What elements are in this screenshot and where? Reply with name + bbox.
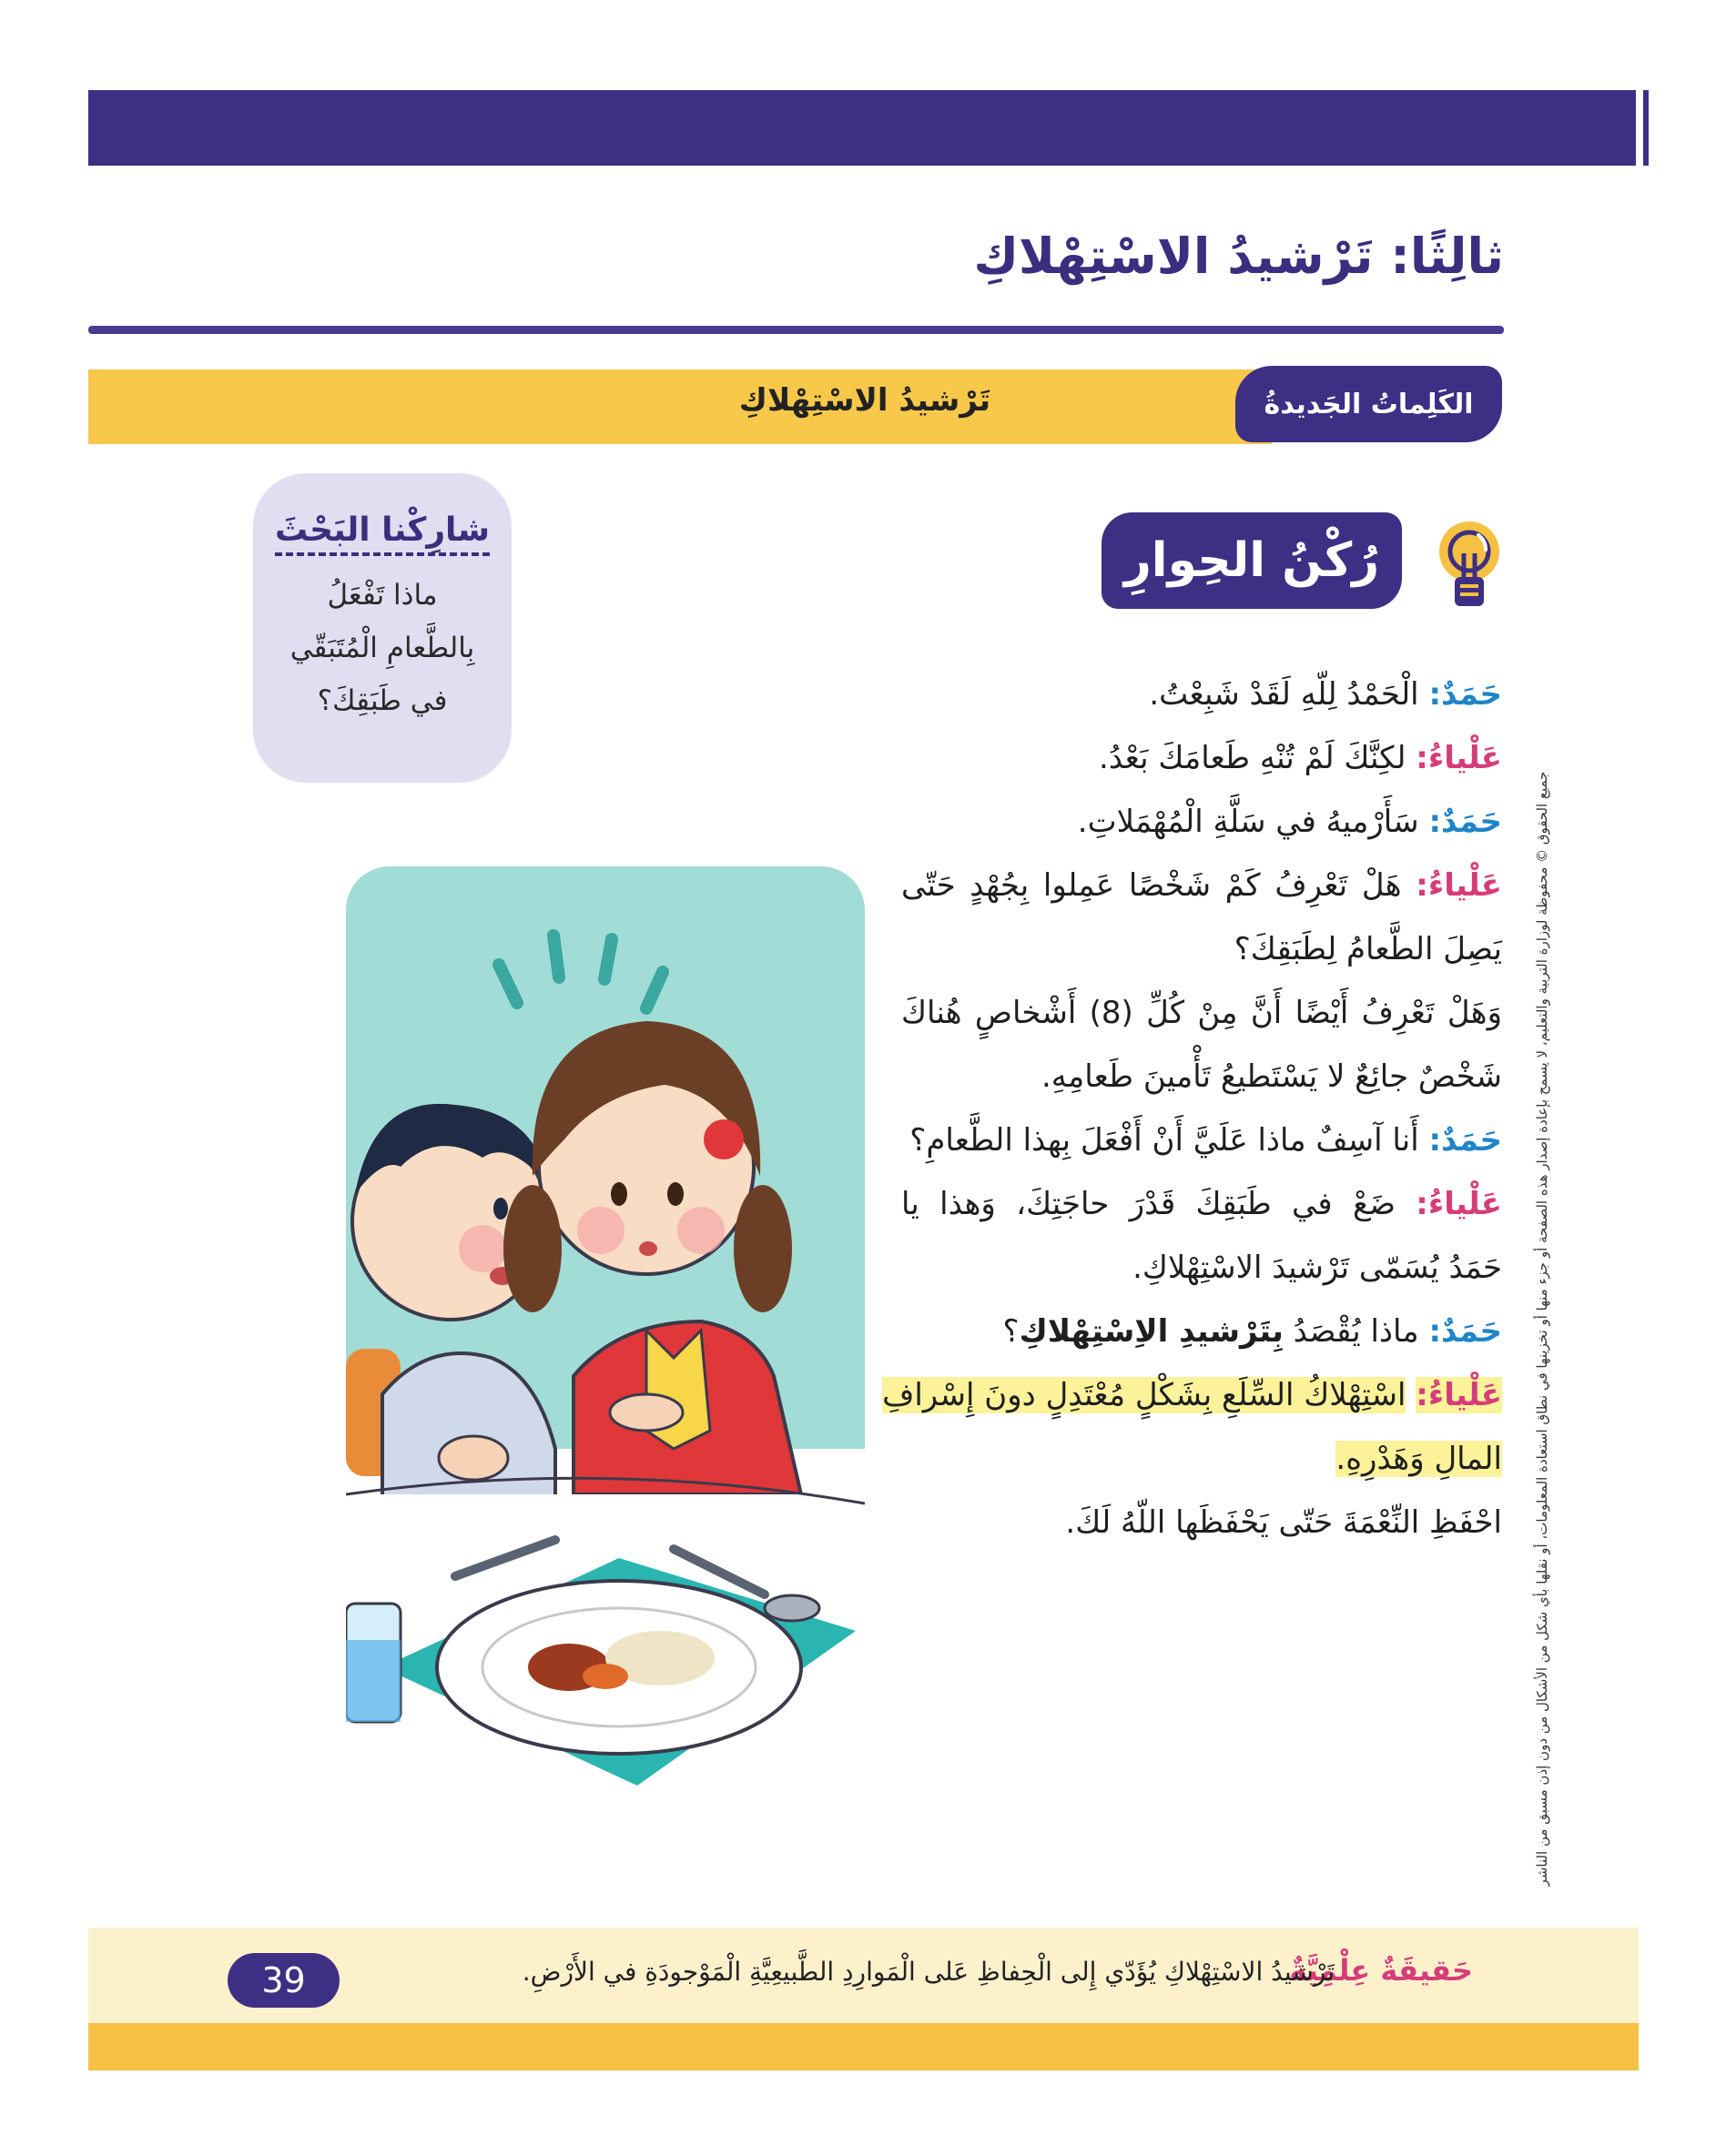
banner-edge xyxy=(1643,90,1649,166)
definition-highlight: المالِ وَهَدْرِهِ. xyxy=(1335,1441,1502,1477)
dialogue-line xyxy=(901,1045,1502,1108)
section-title: ثالِثًا: تَرْشيدُ الاسْتِهْلاكِ xyxy=(973,228,1504,285)
dialogue-line xyxy=(901,1491,1502,1554)
line-text: حَمَدُ يُسَمّى تَرْشيدَ الاسْتِهْلاكِ. xyxy=(1132,1250,1502,1286)
speaker-label: عَلْياءُ: xyxy=(1416,740,1502,776)
new-word: تَرْشيدُ الاسْتِهْلاكِ xyxy=(738,382,991,419)
copyright-note xyxy=(1524,771,1560,1887)
speaker-label: حَمَدٌ: xyxy=(1428,676,1502,713)
line-text: احْفَظِ النِّعْمَةَ حَتّى يَحْفَظَها اللّهُ لَكَ. xyxy=(1065,1504,1502,1541)
dialogue-line xyxy=(901,663,1502,726)
bottom-banner xyxy=(88,2023,1639,2070)
dialogue-line xyxy=(901,1236,1502,1300)
line-text: سَأَرْميهُ في سَلَّةِ الْمُهْمَلاتِ. xyxy=(1077,804,1419,840)
research-box xyxy=(253,473,512,783)
lightbulb-icon xyxy=(1437,517,1502,615)
page-number: 39 xyxy=(228,1953,340,2008)
banner-divider xyxy=(1636,90,1643,166)
children-dinner-illustration xyxy=(346,866,865,1852)
research-title: شارِكْنا البَحْثَ xyxy=(275,511,490,556)
new-words-tab: الكَلِماتُ الجَديدةُ xyxy=(1235,366,1502,442)
dialogue-line xyxy=(901,1172,1502,1236)
dialogue-line xyxy=(901,917,1502,981)
copyright-text: جميع الحقوق © محفوظة لوزارة التربية والتعليم، لا يسمح بإعادة إصدار هذه الصفحة أو جزء منها أو تخزينها في نطاق استعادة المعلومات، أو نقلها بأي شكل من الأشكال من دون إذن مسبق من الناشر xyxy=(1534,771,1550,1887)
definition-highlight: اسْتِهْلاكُ السِّلَعِ بِشَكْلٍ مُعْتَدِلٍ دونَ إِسْرافِ xyxy=(882,1377,1406,1413)
dialogue-text xyxy=(882,663,1502,1554)
speaker-label: عَلْياءُ: xyxy=(1416,1377,1502,1413)
dialogue-line xyxy=(901,1108,1502,1172)
line-text: الْحَمْدُ لِلّهِ لَقَدْ شَبِعْتُ. xyxy=(1149,676,1419,713)
speaker-label: حَمَدٌ: xyxy=(1428,1122,1502,1159)
line-text: وَهَلْ تَعْرِفُ أَيْضًا أَنَّ مِنْ كُلِّ (8) أَشْخاصٍ هُناكَ xyxy=(901,995,1502,1031)
dialogue-line xyxy=(901,981,1502,1045)
fact-title: حَقيقَةٌ عِلْمِيَّةٌ xyxy=(1289,1953,1473,1988)
line-text: ؟ xyxy=(1002,1313,1020,1350)
speaker-label: حَمَدٌ: xyxy=(1428,804,1502,840)
dialogue-corner-title: رُكْنُ الحِوارِ xyxy=(1102,512,1402,609)
dialogue-line xyxy=(882,1363,1502,1427)
research-line: بِالطَّعامِ الْمُتَبَقّي xyxy=(289,632,475,664)
line-text: ماذا يُقْصَدُ xyxy=(1283,1313,1419,1350)
line-text: يَصِلَ الطَّعامُ لِطَبَقِكَ؟ xyxy=(1234,931,1502,967)
fact-text: تَرْشيدُ الاسْتِهْلاكِ يُؤَدّي إِلى الْحِفاظِ عَلى الْمَوارِدِ الطَّبيعِيَّةِ الْمَوْجودَةِ في الأَرْضِ. xyxy=(522,1957,1335,1987)
line-text: هَلْ تَعْرِفُ كَمْ شَخْصًا عَمِلوا بِجُهْدٍ حَتّى xyxy=(901,867,1402,904)
key-term: بِتَرْشيدِ الاِسْتِهْلاكِ xyxy=(1019,1313,1284,1350)
dialogue-line xyxy=(901,790,1502,854)
speaker-label: عَلْياءُ: xyxy=(1416,867,1502,904)
line-text: شَخْصٌ جائِعٌ لا يَسْتَطيعُ تَأْمينَ طَعامِهِ. xyxy=(1041,1058,1502,1095)
line-text: ضَعْ في طَبَقِكَ قَدْرَ حاجَتِكَ، وَهذا يا xyxy=(901,1186,1396,1222)
dialogue-line xyxy=(901,1300,1502,1363)
research-question xyxy=(253,569,512,727)
research-line: ماذا تَفْعَلُ xyxy=(327,579,438,612)
research-line: في طَبَقِكَ؟ xyxy=(317,684,448,717)
top-banner xyxy=(88,90,1636,166)
dialogue-line xyxy=(901,1427,1502,1491)
speaker-label: حَمَدٌ: xyxy=(1428,1313,1502,1350)
line-text: أَنا آسِفٌ ماذا عَلَيَّ أَنْ أَفْعَلَ بِهذا الطَّعامِ؟ xyxy=(909,1122,1419,1159)
title-underline xyxy=(88,326,1504,334)
speaker-label: عَلْياءُ: xyxy=(1416,1186,1502,1222)
line-text: لكِنَّكَ لَمْ تُنْهِ طَعامَكَ بَعْدُ. xyxy=(1099,740,1406,776)
dialogue-line xyxy=(901,726,1502,790)
dialogue-line xyxy=(901,854,1502,917)
